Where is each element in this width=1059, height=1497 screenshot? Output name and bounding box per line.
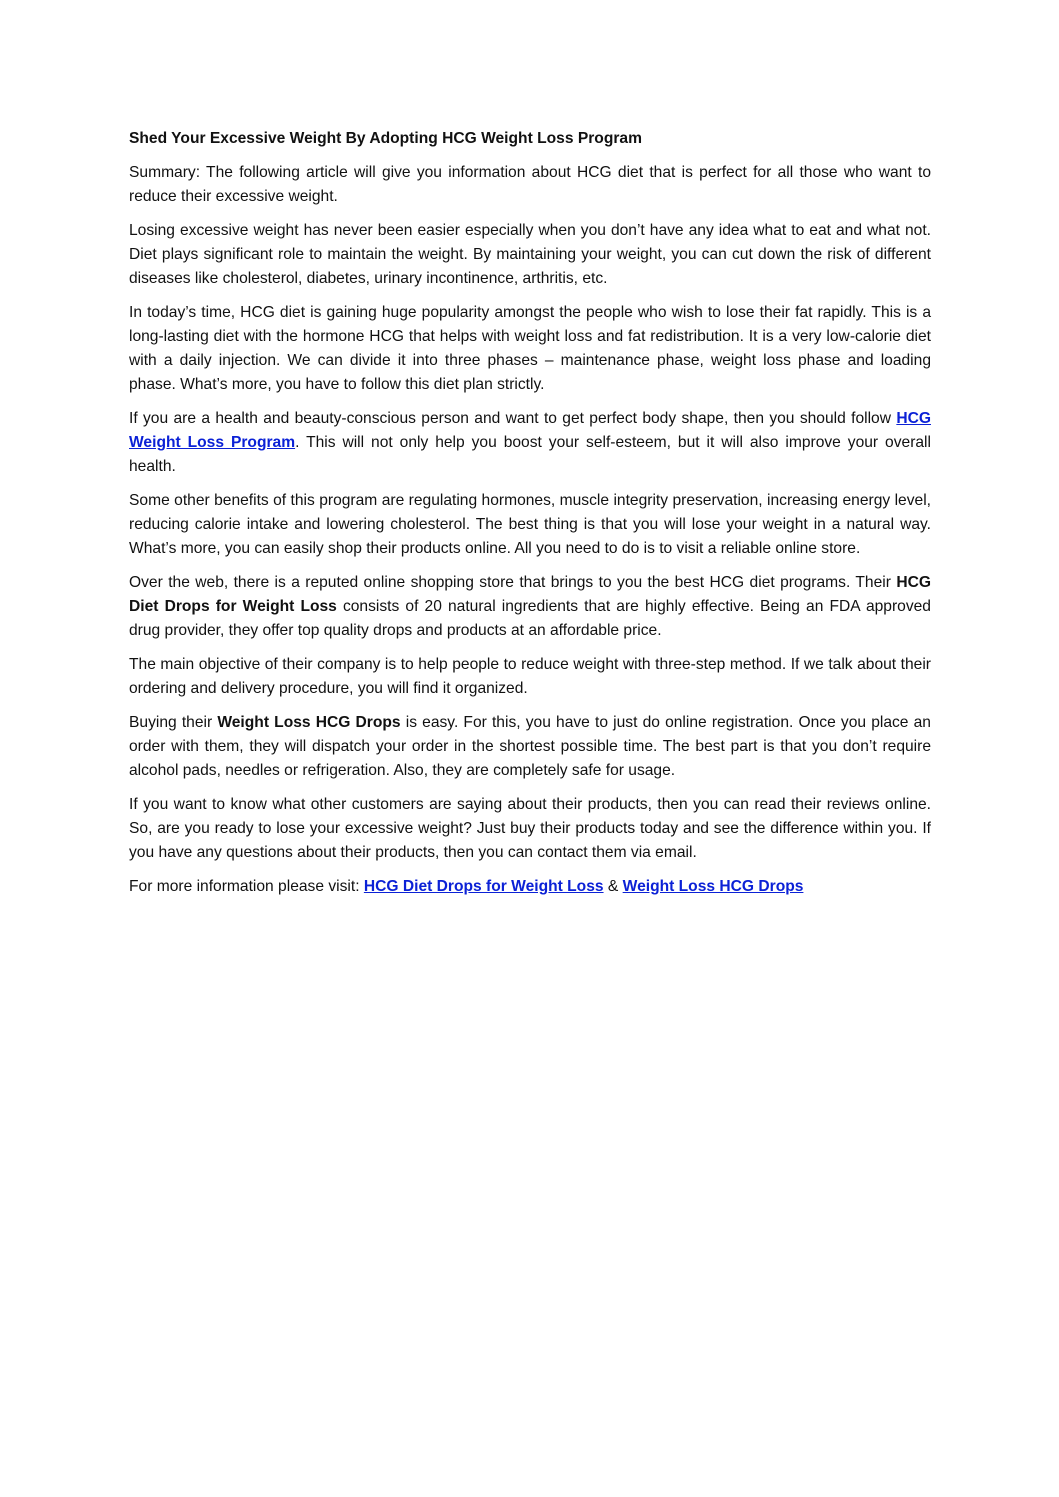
footer-line	[129, 875, 931, 899]
paragraph-3-text-after: . This will not only help you boost your self-esteem, but it will also improve your overall health.	[129, 434, 931, 475]
paragraph-3	[129, 407, 931, 479]
paragraph-7-bold-product: Weight Loss HCG Drops	[217, 714, 401, 731]
paragraph-7-text-before: Buying their	[129, 714, 218, 731]
paragraph-3-text-before: If you are a health and beauty-conscious person and want to get perfect body shape, then you should follow	[129, 410, 897, 427]
summary-paragraph: Summary: The following article will give you information about HCG diet that is perfect for all those who want to reduce their excessive weight.	[129, 164, 931, 205]
footer-prefix: For more information please visit:	[129, 878, 364, 895]
document-page	[129, 127, 931, 909]
hcg-diet-drops-link[interactable]: HCG Diet Drops for Weight Loss	[363, 878, 604, 895]
paragraph-2: In today’s time, HCG diet is gaining huge popularity amongst the people who wish to lose their fat rapidly. This is a long-lasting diet with the hormone HCG that helps with weight loss and fat redistribution. It is a very low-calorie diet with a daily injection. We can divide it into three phases – maintenance phase, weight loss phase and loading phase. What’s more, you have to follow this diet plan strictly.	[129, 304, 931, 393]
paragraph-5	[129, 571, 931, 643]
paragraph-5-text-after: consists of 20 natural ingredients that are highly effective. Being an FDA approved drug provider, they offer top quality drops and products at an affordable price.	[129, 598, 931, 639]
paragraph-5-bold-product: HCG Diet Drops for Weight Loss	[129, 574, 931, 615]
paragraph-8: If you want to know what other customers are saying about their products, then you can read their reviews online. So, are you ready to lose your excessive weight? Just buy their products today and see the difference within you. If you have any questions about their products, then you can contact them via email.	[129, 796, 931, 861]
paragraph-7-text-after: is easy. For this, you have to just do online registration. Once you place an order with them, they will dispatch your order in the shortest possible time. The best part is that you don’t require alcohol pads, needles or refrigeration. Also, they are completely safe for usage.	[129, 714, 931, 779]
weight-loss-hcg-drops-link[interactable]: Weight Loss HCG Drops	[622, 878, 804, 895]
article-title: Shed Your Excessive Weight By Adopting HCG Weight Loss Program	[129, 130, 642, 147]
paragraph-4: Some other benefits of this program are regulating hormones, muscle integrity preservation, increasing energy level, reducing calorie intake and lowering cholesterol. The best thing is that you will lose your weight in a natural way. What’s more, you can easily shop their products online. All you need to do is to visit a reliable online store.	[129, 492, 931, 557]
hcg-weight-loss-program-link[interactable]: HCG Weight Loss Program	[129, 410, 931, 451]
paragraph-5-text-before: Over the web, there is a reputed online shopping store that brings to you the best HCG diet programs. Their	[129, 574, 897, 591]
footer-separator: &	[603, 878, 623, 895]
paragraph-6: The main objective of their company is to help people to reduce weight with three-step method. If we talk about their ordering and delivery procedure, you will find it organized.	[129, 656, 931, 697]
paragraph-7	[129, 711, 931, 783]
paragraph-1: Losing excessive weight has never been easier especially when you don’t have any idea what to eat and what not. Diet plays significant role to maintain the weight. By maintaining your weight, you can cut down the risk of different diseases like cholesterol, diabetes, urinary incontinence, arthritis, etc.	[129, 222, 931, 287]
